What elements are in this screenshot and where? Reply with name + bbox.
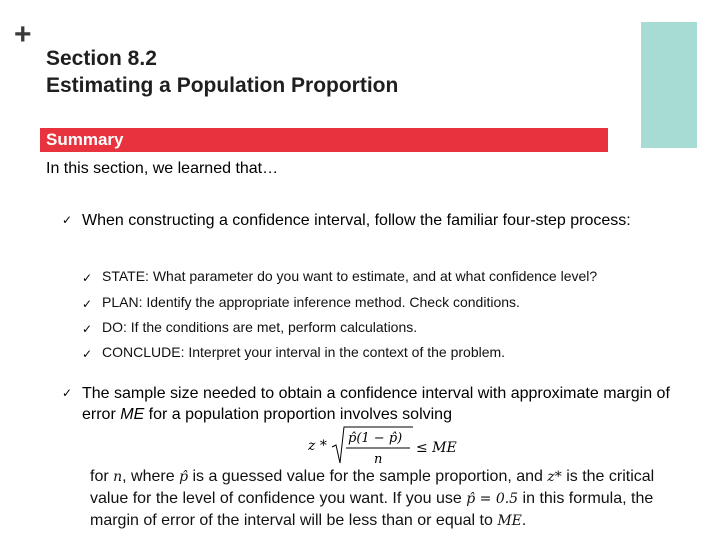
title-line-2: Estimating a Population Proportion bbox=[46, 74, 399, 97]
check-icon: ✓ bbox=[62, 386, 73, 400]
formula-relation: ≤ ME bbox=[416, 440, 457, 456]
formula-denominator: n bbox=[374, 452, 383, 467]
bullet-sample-size: The sample size needed to obtain a confidence interval with approximate margin of error ME for a population proportion involves solving bbox=[82, 385, 670, 423]
step-plan: PLAN: Identify the appropriate inference method. Check conditions. bbox=[102, 294, 520, 310]
page-title bbox=[46, 45, 398, 99]
title-line-1: Section 8.2 bbox=[46, 47, 157, 70]
check-icon: ✓ bbox=[82, 297, 93, 311]
margin-of-error-formula bbox=[308, 423, 458, 471]
bullet-four-step: When constructing a confidence interval, follow the familiar four-step process: bbox=[82, 212, 631, 229]
check-icon: ✓ bbox=[82, 271, 93, 285]
plus-icon: + bbox=[14, 18, 32, 51]
footer-explanation: for n, where p̂ is a guessed value for the sample proportion, and z* is the critical value for the level of confidence you want. If you use p̂ = 0.5 in this formula, the margin of error of the interval will be less than or equal to ME. bbox=[90, 468, 655, 529]
me-symbol-footer: ME bbox=[497, 513, 522, 529]
me-symbol: ME bbox=[120, 406, 145, 423]
teal-decoration bbox=[641, 22, 697, 148]
check-icon: ✓ bbox=[62, 213, 73, 227]
phat-symbol: p̂ bbox=[179, 469, 189, 485]
phat-equation: p̂ = 0.5 bbox=[466, 491, 519, 507]
step-conclude: CONCLUDE: Interpret your interval in the context of the problem. bbox=[102, 344, 506, 360]
zstar-symbol: z* bbox=[547, 469, 562, 485]
n-symbol: n bbox=[113, 469, 123, 485]
step-state: STATE: What parameter do you want to estimate, and at what confidence level? bbox=[102, 268, 598, 284]
step-do: DO: If the conditions are met, perform calculations. bbox=[102, 319, 418, 335]
intro-text: In this section, we learned that… bbox=[46, 160, 279, 177]
formula-zstar: z * bbox=[308, 438, 327, 454]
summary-bar: Summary bbox=[40, 128, 608, 152]
check-icon: ✓ bbox=[82, 322, 93, 336]
check-icon: ✓ bbox=[82, 347, 93, 361]
formula-numerator: p̂(1 − p̂) bbox=[348, 431, 403, 446]
